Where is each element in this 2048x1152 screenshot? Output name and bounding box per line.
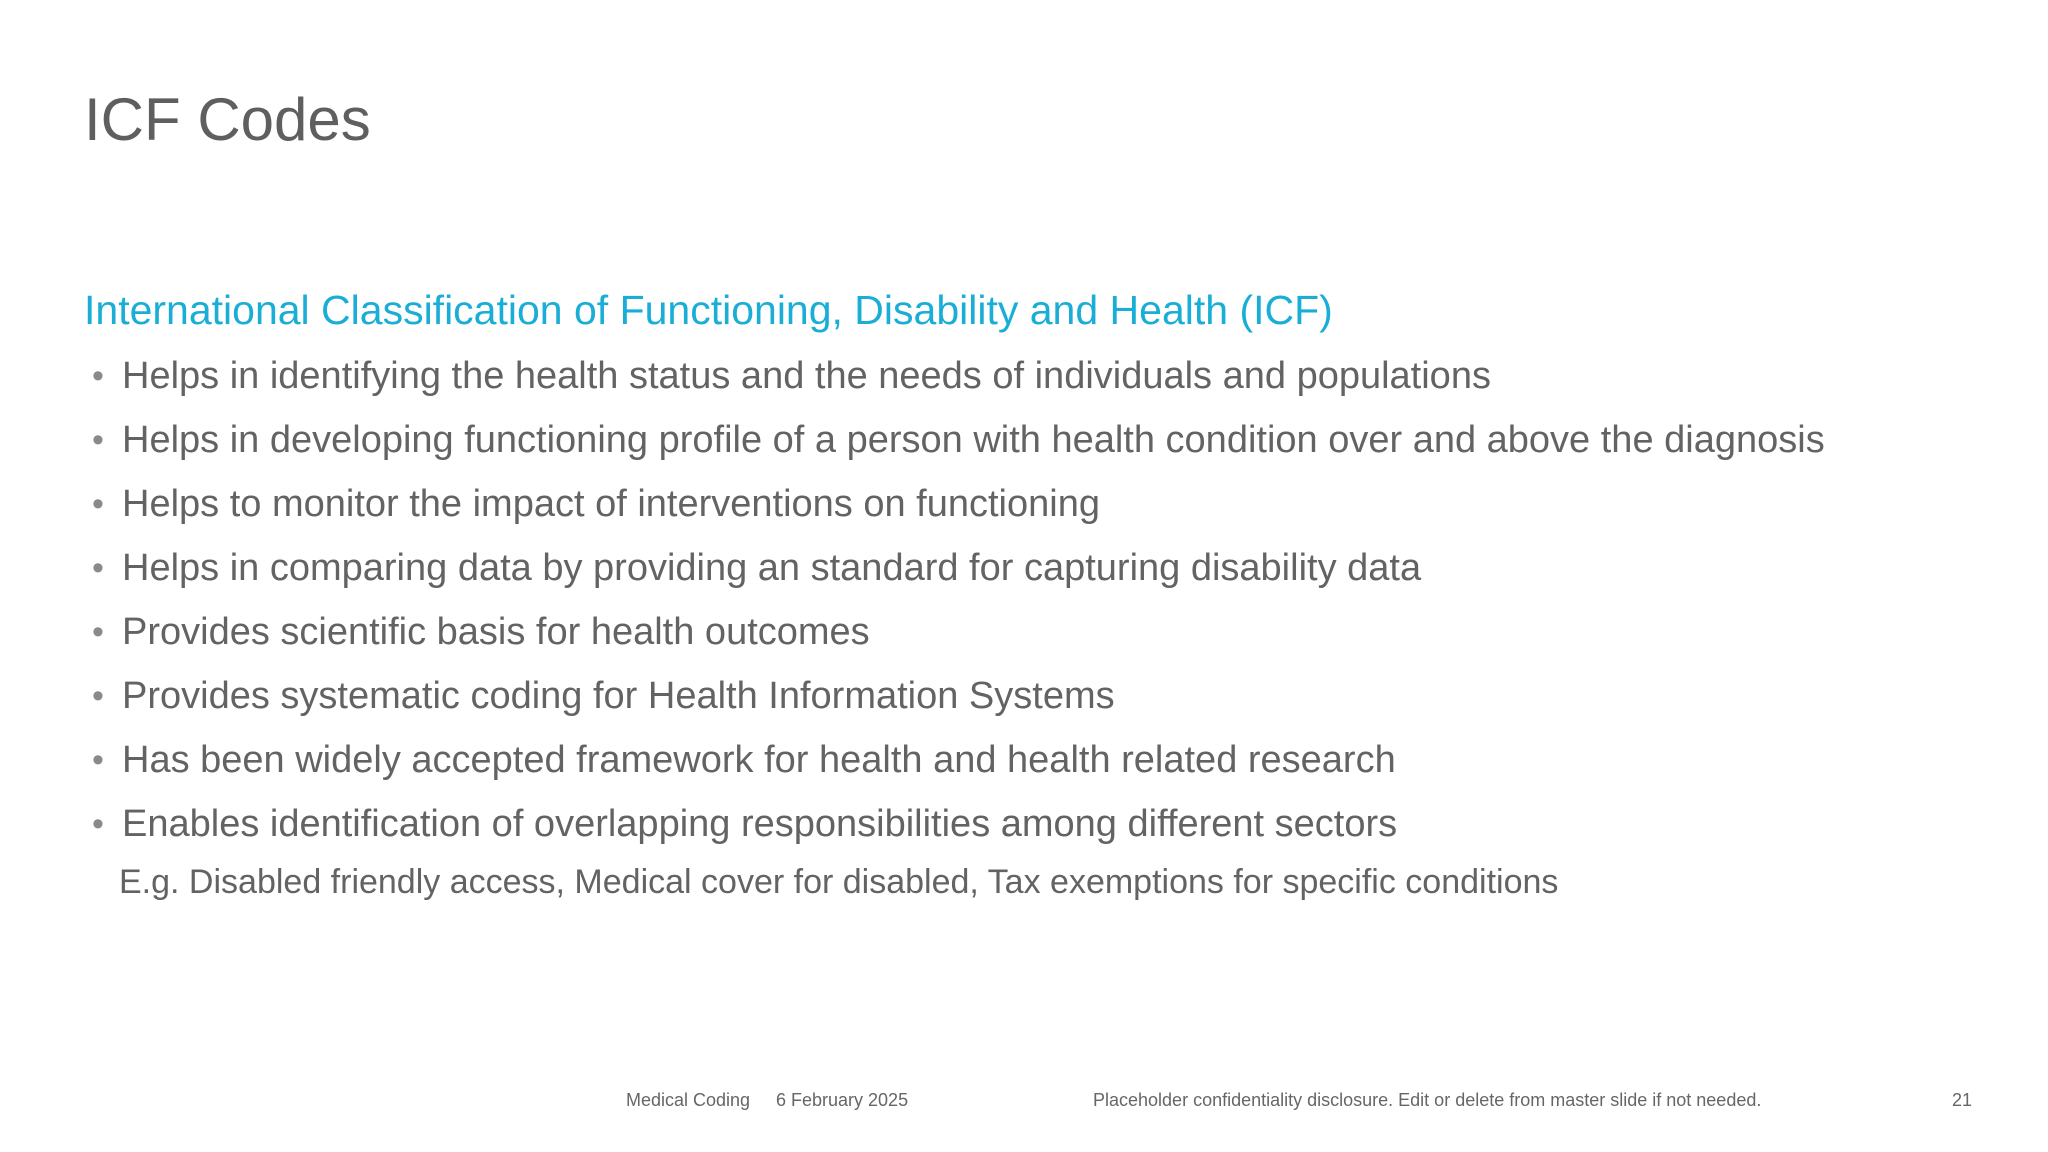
footer-date: 6 February 2025 xyxy=(776,1090,909,1110)
bullet-text: Helps in comparing data by providing an standard for capturing disability data xyxy=(122,547,1422,589)
bullet-dot-icon: • xyxy=(92,357,104,395)
bullet-item xyxy=(92,544,1825,608)
slide-subtitle: International Classification of Functioning, Disability and Health (ICF) xyxy=(84,287,1333,333)
bullet-text: Provides systematic coding for Health Information Systems xyxy=(122,675,1115,717)
page-number: 21 xyxy=(1952,1090,1973,1110)
bullet-item xyxy=(92,416,1825,480)
bullet-dot-icon: • xyxy=(92,677,104,715)
bullet-item xyxy=(92,672,1825,736)
bullet-text: Helps in developing functioning profile of a person with health condition over and above the diagnosis xyxy=(122,419,1825,461)
slide-title: ICF Codes xyxy=(84,86,371,153)
bullet-item xyxy=(92,736,1825,800)
bullet-text: Helps in identifying the health status and the needs of individuals and populations xyxy=(122,355,1491,397)
bullet-item xyxy=(92,608,1825,672)
bullet-text: Enables identification of overlapping responsibilities among different sectors xyxy=(122,803,1398,845)
bullet-dot-icon: • xyxy=(92,613,104,651)
bullet-dot-icon: • xyxy=(92,741,104,779)
bullet-text: Provides scientific basis for health outcomes xyxy=(122,611,870,653)
bullet-dot-icon: • xyxy=(92,549,104,587)
bullet-dot-icon: • xyxy=(92,485,104,523)
bullet-item xyxy=(92,800,1825,864)
footer-disclosure: Placeholder confidentiality disclosure. Edit or delete from master slide if not needed. xyxy=(1093,1090,1762,1110)
footer-topic: Medical Coding xyxy=(626,1090,751,1110)
bullet-text: Helps to monitor the impact of interventions on functioning xyxy=(122,483,1100,525)
bullet-dot-icon: • xyxy=(92,421,104,459)
bullet-list xyxy=(92,352,1825,864)
example-text: E.g. Disabled friendly access, Medical cover for disabled, Tax exemptions for specific conditions xyxy=(119,863,1559,901)
bullet-dot-icon: • xyxy=(92,805,104,843)
bullet-item xyxy=(92,352,1825,416)
bullet-text: Has been widely accepted framework for health and health related research xyxy=(122,739,1396,781)
bullet-item xyxy=(92,480,1825,544)
